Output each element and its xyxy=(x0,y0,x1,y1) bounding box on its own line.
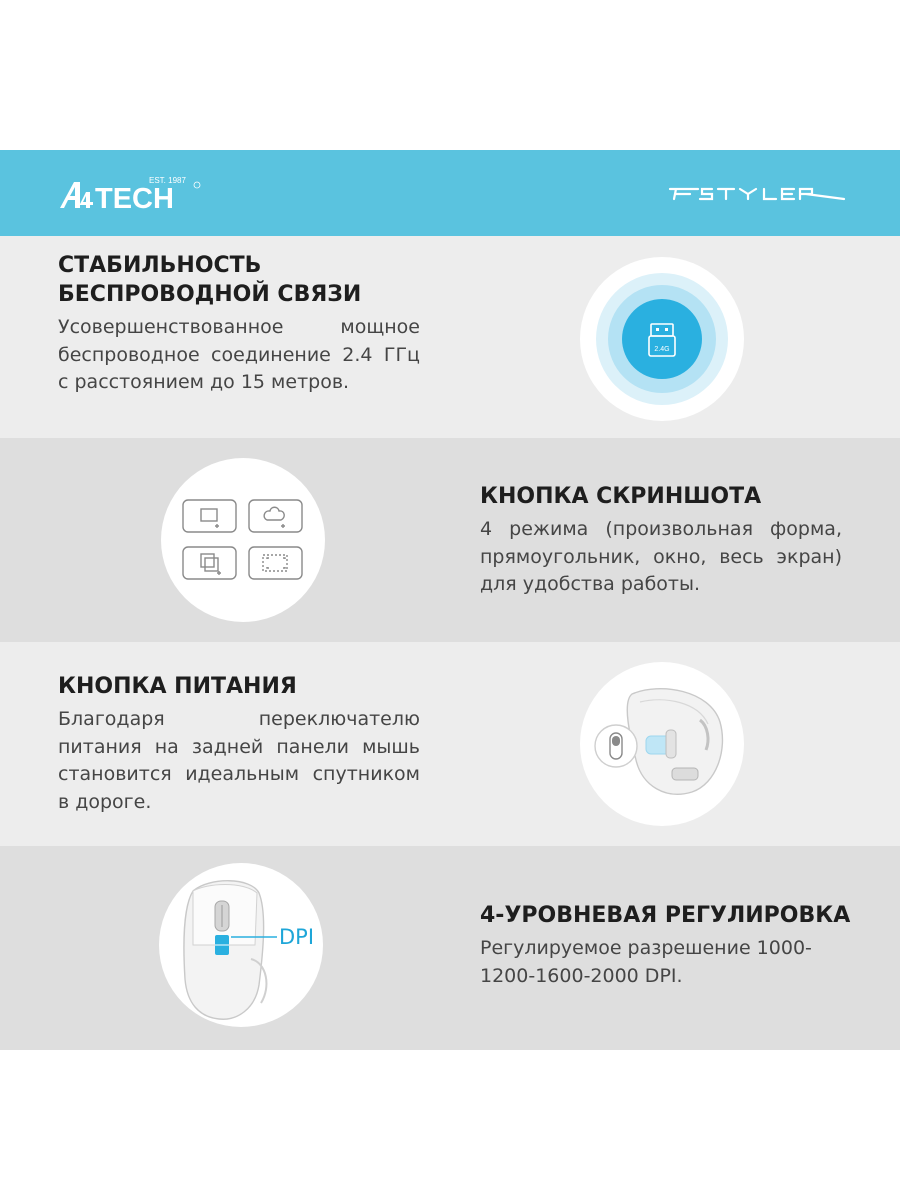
feature-title-dpi: 4-УРОВНЕВАЯ РЕГУЛИРОВКА xyxy=(480,903,851,928)
usb-receiver-icon xyxy=(579,256,745,422)
dpi-label: DPI xyxy=(279,925,315,949)
svg-text:2.4G: 2.4G xyxy=(654,346,670,353)
feature-title-line: БЕСПРОВОДНОЙ СВЯЗИ xyxy=(58,282,362,307)
feature-title-screenshot: КНОПКА СКРИНШОТА xyxy=(480,484,762,509)
fstyler-logo xyxy=(668,180,846,206)
screenshot-modes-icon xyxy=(161,458,325,622)
feature-description-dpi: Регулируемое разрешение 1000-1200-1600-2000 DPI. xyxy=(480,937,812,987)
svg-text:TECH: TECH xyxy=(95,183,174,215)
mouse-power-switch-icon xyxy=(580,662,744,826)
feature-description-power: Благодаря переключателю питания на задней панели мышь становится идеальным спутником в дороге. xyxy=(58,708,420,813)
feature-title-power: КНОПКА ПИТАНИЯ xyxy=(58,674,297,699)
feature-description-wireless: Усовершенствованное мощное беспроводное соединение 2.4 ГГц с расстоянием до 15 метров. xyxy=(58,316,420,393)
feature-title-line: СТАБИЛЬНОСТЬ xyxy=(58,253,262,278)
a4tech-logo xyxy=(56,172,206,216)
feature-title-wireless xyxy=(58,251,438,309)
svg-text:EST. 1987: EST. 1987 xyxy=(149,176,186,185)
feature-description-screenshot: 4 режима (произвольная форма, прямоугольник, окно, весь экран) для удобства работы. xyxy=(480,518,842,595)
